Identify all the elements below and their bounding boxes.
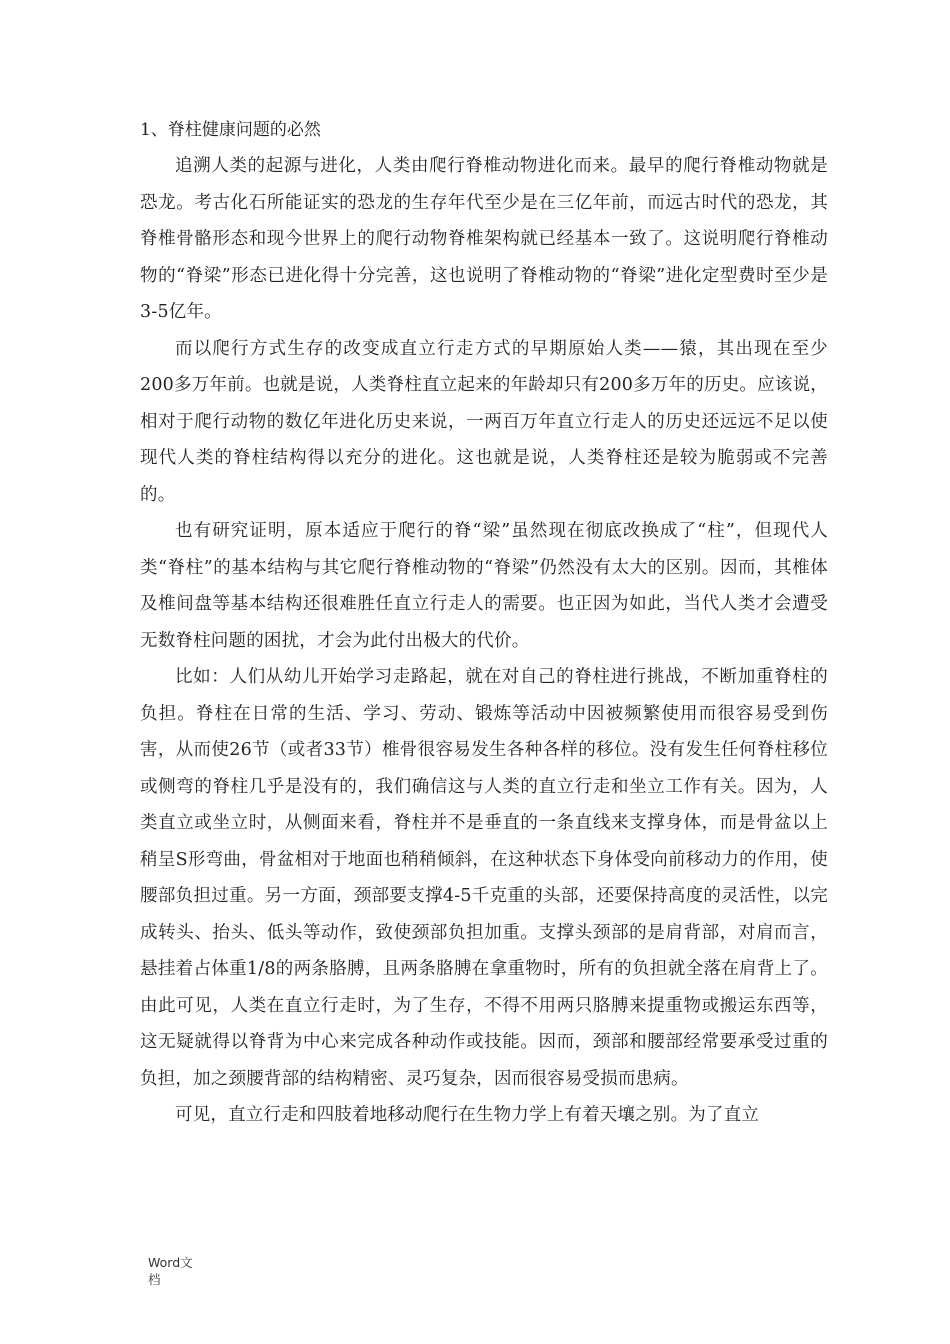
document-body — [140, 114, 828, 1134]
paragraph-3: 也有研究证明，原本适应于爬行的脊“梁”虽然现在彻底改换成了“柱”，但现代人类“脊柱”的基本结构与其它爬行脊椎动物的“脊梁”仍然没有太大的区别。因而，其椎体及椎间盘等基本结构还很难胜任直立行走人的需要。也正因为如此，当代人类才会遭受无数脊柱问题的困扰，才会为此付出极大的代价。 — [140, 521, 828, 651]
page-footer: Word文档 — [148, 1255, 193, 1287]
paragraph-5: 可见，直立行走和四肢着地移动爬行在生物力学上有着天壤之别。为了直立 — [175, 1105, 760, 1125]
paragraph-2: 而以爬行方式生存的改变成直立行走方式的早期原始人类——猿，其出现在至少200多万年前。也就是说，人类脊柱直立起来的年龄却只有200多万年的历史。应该说，相对于爬行动物的数亿年进化历史来说，一两百万年直立行走人的历史还远远不足以使现代人类的脊柱结构得以充分的进化。这也就是说，人类脊柱还是较为脆弱或不完善的。 — [140, 338, 828, 505]
paragraph-1: 追溯人类的起源与进化，人类由爬行脊椎动物进化而来。最早的爬行脊椎动物就是恐龙。考古化石所能证实的恐龙的生存年代至少是在三亿年前，而远古时代的恐龙，其脊椎骨骼形态和现今世界上的爬行动物脊椎架构就已经基本一致了。这说明爬行脊椎动物的“脊梁”形态已进化得十分完善，这也说明了脊椎动物的“脊梁”进化定型费时至少是3-5亿年。 — [140, 156, 828, 322]
section-heading: 1、脊柱健康问题的必然 — [140, 120, 321, 140]
paragraph-4: 比如：人们从幼儿开始学习走路起，就在对自己的脊柱进行挑战，不断加重脊柱的负担。脊柱在日常的生活、学习、劳动、锻炼等活动中因被频繁使用而很容易受到伤害，从而使26节（或者33节）椎骨很容易发生各种各样的移位。没有发生任何脊柱移位或侧弯的脊柱几乎是没有的，我们确信这与人类的直立行走和坐立工作有关。因为，人类直立或坐立时，从侧面来看，脊柱并不是垂直的一条直线来支撑身体，而是骨盆以上稍呈S形弯曲，骨盆相对于地面也稍稍倾斜，在这种状态下身体受向前移动力的作用，使腰部负担过重。另一方面，颈部要支撑4-5千克重的头部，还要保持高度的灵活性，以完成转头、抬头、低头等动作，致使颈部负担加重。支撑头颈部的是肩背部，对肩而言，悬挂着占体重1/8的两条胳膊，且两条胳膊在拿重物时，所有的负担就全落在肩背上了。由此可见，人类在直立行走时，为了生存，不得不用两只胳膊来提重物或搬运东西等，这无疑就得以脊背为中心来完成各种动作或技能。因而，颈部和腰部经常要承受过重的负担，加之颈腰背部的结构精密、灵巧复杂，因而很容易受损而患病。 — [140, 667, 828, 1089]
